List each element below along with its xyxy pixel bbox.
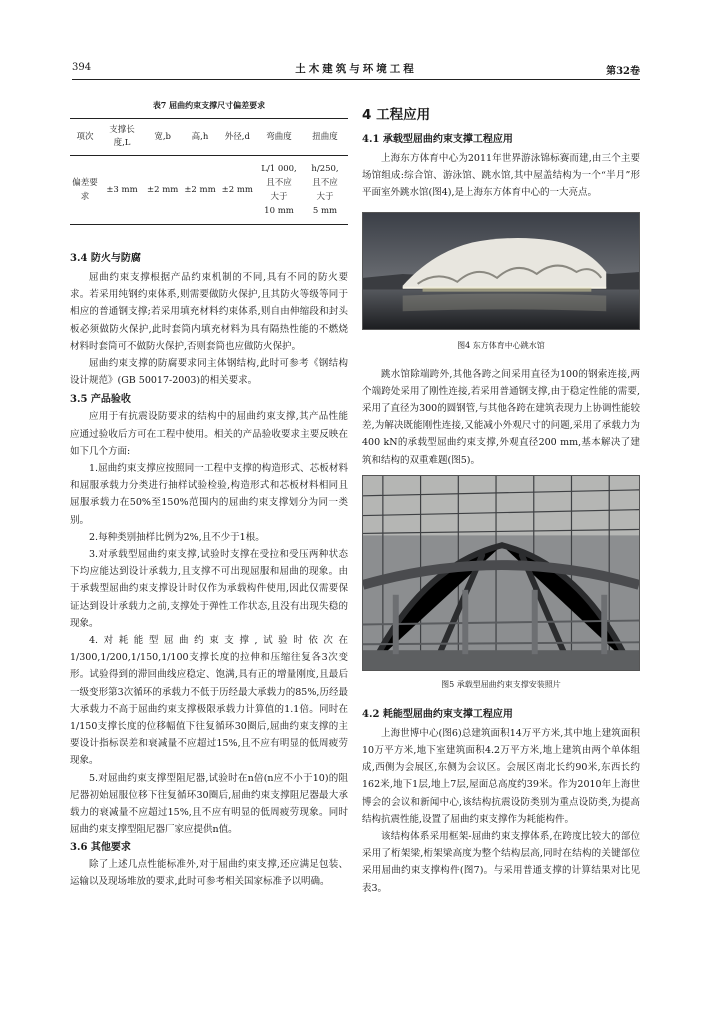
paragraph: 5.对屈曲约束支撑型阻尼器,试验时在n倍(n应不小于10)的阻尼器初始屈服位移下往复循环30圈后,屈曲约束支撑阻尼器最大承载力的衰减量不应超过15%,且不应有明显的低周疲劳现象。同时屈曲约束支撑型阻尼器厂家应提供n值。 — [70, 772, 348, 836]
table7-cell: ±2 mm — [181, 156, 218, 225]
table7-bend-cell — [256, 156, 302, 225]
right-column — [362, 92, 640, 897]
table7-cell: ±3 mm — [100, 156, 144, 225]
volume-label: 第32卷 — [606, 66, 640, 77]
left-column — [70, 92, 348, 890]
paragraph: 该结构体系采用框架-屈曲约束支撑体系,在跨度比较大的部位采用了桁架梁,桁架梁高度为整个结构层高,同时在结构的关键部位采用屈曲约束支撑构件(图7)。与采用普通支撑的计算结果对比见表3。 — [362, 831, 640, 894]
section-4-2-heading: 4.2 耗能型屈曲约束支撑工程应用 — [362, 708, 513, 720]
paragraph: 上海世博中心(图6)总建筑面积14万平方米,其中地上建筑面积10万平方米,地下室建筑面积4.2万平方米,地上建筑由两个单体组成,西侧为会展区,东侧为会议区。会展区南北长约90米,东西长约162米,地下1层,地上7层,屋面总高度约39米。作为2010年上海世博会的会议和新闻中心,该结构抗震设防类别为重点设防类,为提高结构抗震性能,设置了屈曲约束支撑作为耗能构件。 — [362, 727, 640, 825]
twist-line: h/250, — [311, 164, 339, 174]
paragraph: 除了上述几点性能标准外,对于屈曲约束支撑,还应满足包装、运输以及现场堆放的要求,此时可参考相关国家标准予以明确。 — [70, 858, 348, 887]
paragraph: 跳水馆除端跨外,其他各跨之间采用直径为100的钢索连接,两个端跨处采用了刚性连接,若采用普通钢支撑,由于稳定性能的需要,采用了直径为300的圆钢管,与其他各跨在建筑表现力上协调性能较差,为解决既能刚性连接,又能减小外观尺寸的问题,采用了承载力为400 kN的承载型屈曲约束支撑,外观直径200 mm,基本解决了建筑和结构的双重难题(图5)。 — [362, 368, 640, 466]
paragraph: 屈曲约束支撑根据产品约束机制的不同,具有不同的防火要求。若采用纯钢约束体系,则需要做防火保护,且其防火等级等同于相应的普通钢支撑;若采用填充材料约束体系,则自由伸缩段和封头板必须做防火保护,此时套筒内填充材料为具有隔热性能的不燃烧材料时套筒可不做防火保护,否则套筒也应做防火保护。 — [70, 272, 348, 352]
table-row — [70, 156, 348, 225]
table7-header-cell: 弯曲度 — [256, 119, 302, 156]
bend-line: 10 mm — [264, 206, 294, 216]
figure-5-caption: 图5 承载型屈曲约束支撑安装照片 — [441, 679, 561, 689]
paragraph: 屈曲约束支撑的防腐要求同主体钢结构,此时可参考《钢结构设计规范》(GB 50017-2003)的相关要求。 — [70, 358, 348, 387]
paragraph: 2.每种类别抽样比例为2%,且不少于1根。 — [89, 531, 265, 543]
bend-line: L/1 000, — [261, 164, 297, 174]
journal-title: 土木建筑与环境工程 — [295, 63, 417, 75]
paragraph: 4.对耗能型屈曲约束支撑,试验时依次在1/300,1/200,1/150,1/100支撑长度的拉伸和压缩往复各3次变形。试验得到的滞回曲线应稳定、饱满,具有正的增量刚度,且最后一级变形第3次循环的承载力不低于历经最大承载力的85%,历经最大承载力不高于屈曲约束支撑极限承载力计算值的1.1倍。同时在1/150支撑长度的位移幅值下往复循环30圈后,屈曲约束支撑的主要设计指标误差和衰减量不应超过15%,且不应有明显的低周疲劳现象。 — [70, 635, 348, 767]
table7-header-cell: 扭曲度 — [302, 119, 348, 156]
twist-line: 大于 — [316, 192, 334, 202]
page-header — [72, 60, 640, 80]
table7-row-label: 偏差要求 — [70, 156, 100, 225]
table7-header-cell: 外径,d — [219, 119, 256, 156]
paragraph: 上海东方体育中心为2011年世界游泳锦标赛而建,由三个主要场馆组成:综合馆、游泳馆、跳水馆,其中屋盖结构为一个“半月”形平面室外跳水馆(图4),是上海东方体育中心的一大亮点。 — [362, 153, 640, 199]
section-4-heading: 4 工程应用 — [362, 107, 431, 123]
table7-header-cell: 高,h — [181, 119, 218, 156]
figure-5-photo — [362, 475, 640, 671]
table7-header-row — [70, 119, 348, 156]
paragraph: 1.屈曲约束支撑应按照同一工程中支撑的构造形式、芯板材料和屈服承载力分类进行抽样试验检验,构造形式和芯板材料相同且屈服承载力在50%至150%范围内的屈曲约束支撑划分为同一类别。 — [70, 463, 348, 526]
table7-header-cell: 项次 — [70, 119, 100, 156]
table7-cell: ±2 mm — [219, 156, 256, 225]
table7-twist-cell — [302, 156, 348, 225]
table7-cell: ±2 mm — [144, 156, 181, 225]
bend-line: 大于 — [270, 192, 288, 202]
brace-installation-illustration — [363, 476, 639, 670]
table7-caption: 表7 屈曲约束支撑尺寸偏差要求 — [152, 100, 266, 110]
paragraph: 3.对承载型屈曲约束支撑,试验时支撑在受拉和受压两种状态下均应能达到设计承载力,且支撑不可出现屈服和屈曲的现象。由于承载型屈曲约束支撑设计时仅作为承载构件使用,因此仅需要保证达到设计承载力之前,支撑处于弹性工作状态,且没有出现失稳的现象。 — [70, 549, 348, 629]
figure-4-caption: 图4 东方体育中心跳水馆 — [457, 340, 545, 350]
diving-hall-illustration — [363, 213, 639, 329]
table7-header-cell: 支撑长度,L — [100, 119, 144, 156]
twist-line: 5 mm — [312, 206, 338, 216]
table7 — [70, 118, 348, 225]
figure-4-photo — [362, 212, 640, 330]
table7-header-cell: 宽,b — [144, 119, 181, 156]
section-3-6-heading: 3.6 其他要求 — [70, 841, 131, 853]
twist-line: 且不应 — [312, 178, 338, 188]
bend-line: 且不应 — [266, 178, 292, 188]
section-3-5-heading: 3.5 产品验收 — [70, 394, 131, 406]
section-4-1-heading: 4.1 承载型屈曲约束支撑工程应用 — [362, 134, 513, 145]
section-3-4-heading: 3.4 防火与防腐 — [70, 253, 141, 264]
paragraph: 应用于有抗震设防要求的结构中的屈曲约束支撑,其产品性能应通过验收后方可在工程中使用。相关的产品验收要求主要反映在如下几个方面: — [70, 411, 348, 457]
page-number: 394 — [72, 62, 92, 73]
